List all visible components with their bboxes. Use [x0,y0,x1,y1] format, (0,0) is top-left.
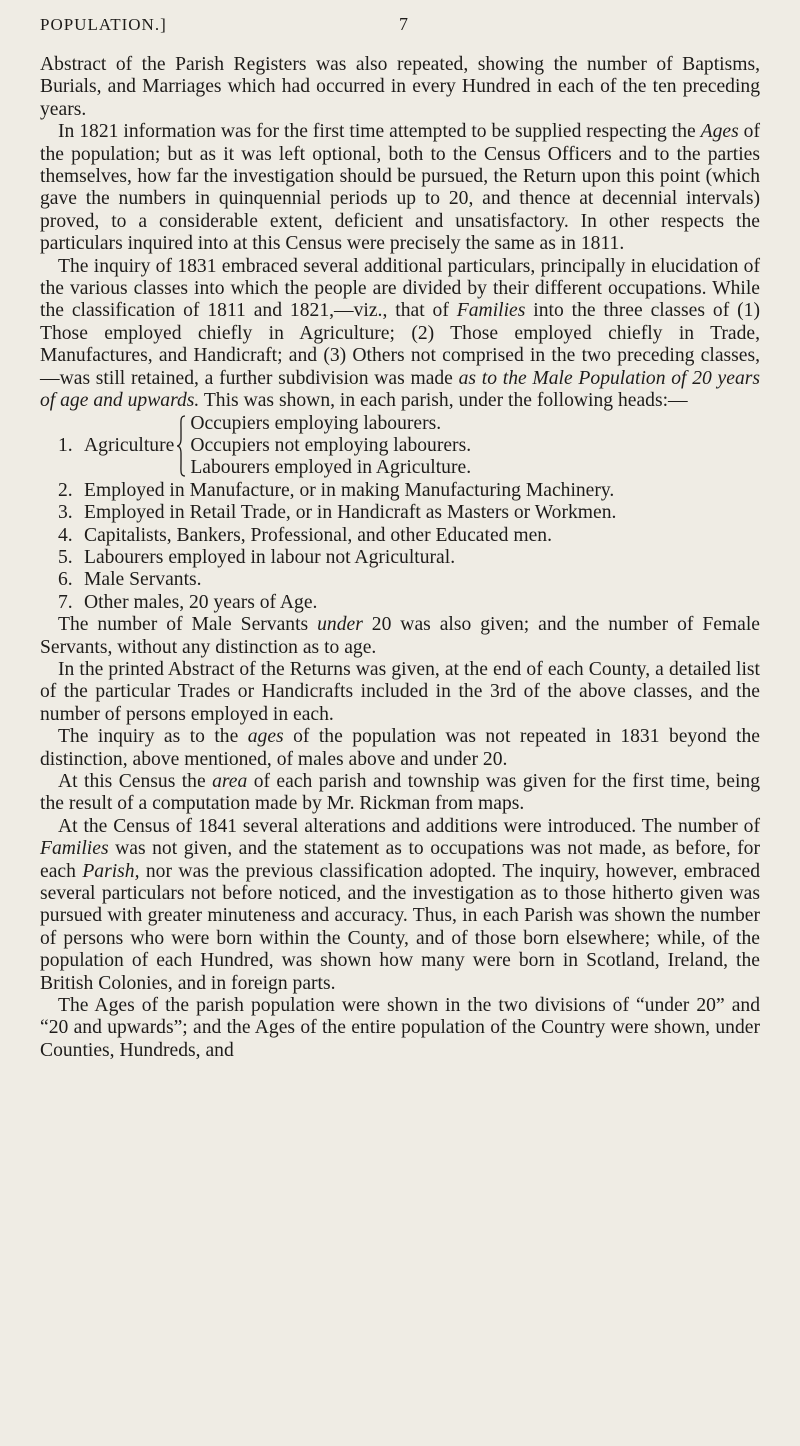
page-number: 7 [399,14,408,34]
paragraph: At the Census of 1841 several alterations and additions were introduced. The number of Families was not given, and the statement as to occupations was not made, as before, for each Parish, nor was the previous classification adopted. The inquiry, however, embraced several particulars not before noticed, and the investigation as to those hitherto given was pursued with greater minuteness and accuracy. Thus, in each Parish was shown the number of persons who were born within the County, and of those born elsewhere; while, of the population of each Hundred, was shown how many were born in Scotland, Ireland, the British Colonies, and in foreign parts. [40,815,760,994]
list-item-number: 5. [58,546,73,568]
list-item [40,502,760,524]
list-item-number: 2. [58,479,73,501]
list-subitem: Occupiers not employing labourers. [190,434,472,456]
running-head [40,14,760,54]
paragraph: At this Census the area of each parish and township was given for the first time, being the result of a computation made by Mr. Rickman from maps. [40,771,760,815]
list-item-text: Employed in Manufacture, or in making Manufacturing Machinery. [84,479,615,501]
list-item [40,525,760,547]
paragraph: The inquiry as to the ages of the population was not repeated in 1831 beyond the distinction, above mentioned, of males above and under 20. [40,726,760,770]
occupation-list [40,413,760,615]
paragraph: The number of Male Servants under 20 was also given; and the number of Female Servants, without any distinction as to age. [40,614,761,658]
body-text [40,54,760,1062]
list-item [40,569,760,591]
paragraph: The inquiry of 1831 embraced several additional particulars, principally in elucidation of the various classes into which the people are divided by their different occupations. While the classification of 1811 and 1821,—viz., that of Families into the three classes of (1) Those employed chiefly in Agriculture; (2) Those employed chiefly in Trade, Manufactures, and Handicraft; and (3) Others not comprised in the two preceding classes,—was still retained, a further subdivision was made as to the Male Population of 20 years of age and upwards. This was shown, in each parish, under the following heads:— [40,255,760,412]
list-item [40,547,760,569]
list-item-text: Labourers employed in labour not Agricultural. [84,546,456,568]
list-item-number: 4. [58,524,73,546]
list-item-agriculture [40,413,760,480]
list-item-label: Agriculture [84,434,175,456]
agriculture-subdivisions [190,413,471,480]
list-item-text: Capitalists, Bankers, Professional, and other Educated men. [84,524,552,546]
list-subitem: Labourers employed in Agriculture. [190,457,472,479]
list-item-text: Other males, 20 years of Age. [84,591,318,613]
list-item-number: 1. [58,434,73,456]
list-item-text: Male Servants. [84,569,202,591]
paragraph: The Ages of the parish population were shown in the two divisions of “under 20” and “20 and upwards”; and the Ages of the entire population of the Country were shown, under Counties, Hundreds, and [40,995,760,1061]
paragraph: In 1821 information was for the first time attempted to be supplied respecting the Ages of the population; but as it was left optional, both to the Census Officers and to the parties themselves, how far the investigation should be pursued, the Return upon this point (which gave the numbers in quinquennial periods up to 20, and thence at decennial intervals) proved, to a considerable extent, deficient and unsatisfactory. In other respects the particulars inquired into at this Census were precisely the same as in 1811. [40,121,760,255]
curly-brace-icon [176,415,186,477]
list-item [40,592,760,614]
paragraph: In the printed Abstract of the Returns was given, at the end of each County, a detailed list of the particular Trades or Handicrafts included in the 3rd of the above classes, and the number of persons employed in each. [40,658,760,725]
paragraph: Abstract of the Parish Registers was also repeated, showing the number of Baptisms, Burials, and Marriages which had occurred in every Hundred in each of the ten preceding years. [40,54,760,120]
list-item [40,480,760,502]
list-item-number: 7. [58,591,73,613]
list-item-number: 6. [58,569,73,591]
list-item-number: 3. [58,502,73,524]
running-head-section: POPULATION.] [40,15,167,34]
list-item-text: Employed in Retail Trade, or in Handicraft as Masters or Workmen. [84,502,617,524]
list-subitem: Occupiers employing labourers. [190,412,442,434]
